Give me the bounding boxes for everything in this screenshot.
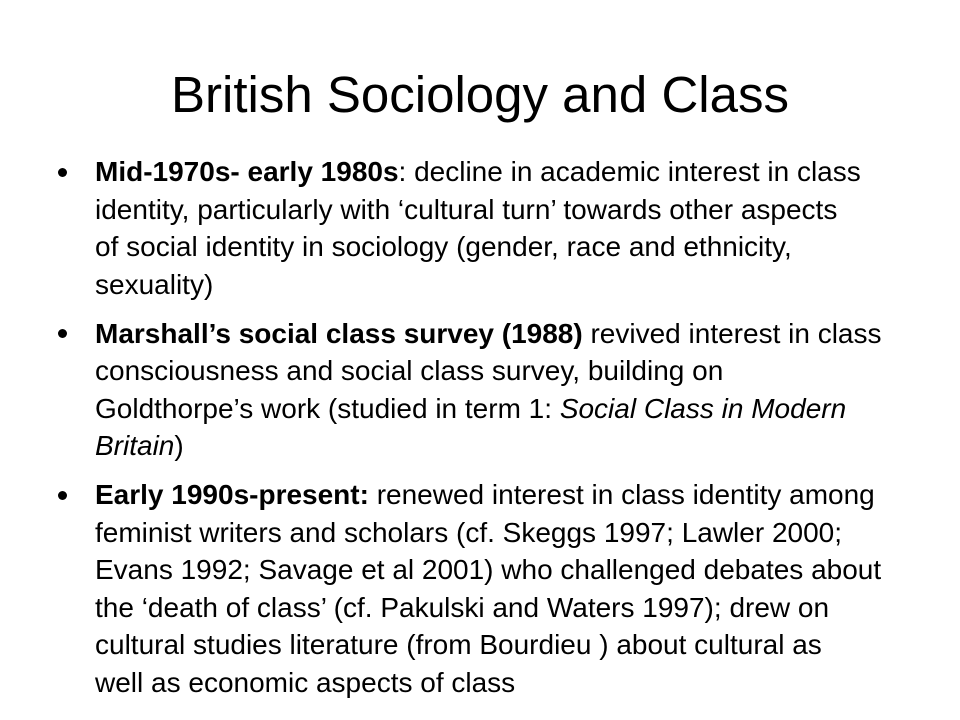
bullet-text: renewed interest in class identity among	[368, 479, 875, 510]
bullet-text: consciousness and social class survey, building on	[95, 355, 724, 386]
bullet-text: Evans 1992; Savage et al 2001) who challenged debates about	[95, 554, 882, 585]
bullet-text: )	[174, 430, 184, 461]
book-title-text: Social Class in Modern	[559, 392, 847, 424]
bullet-text: the ‘death of class’ (cf. Pakulski and Waters 1997); drew on	[95, 591, 830, 623]
bullet-line	[95, 352, 935, 390]
bullet-line	[95, 476, 935, 514]
bullet-text: revived interest in class	[582, 317, 882, 349]
bullet-line	[95, 664, 935, 702]
book-title-text: Britain	[95, 430, 175, 461]
bullet-heading: Mid-1970s- early 1980s	[95, 156, 399, 187]
bullet-item	[95, 476, 935, 701]
bullet-line	[95, 589, 935, 627]
bullet-text: cultural studies literature (from Bourdieu ) about cultural as	[95, 629, 822, 660]
bullet-line	[95, 266, 935, 304]
bullet-line	[95, 153, 935, 191]
bullet-item	[95, 315, 935, 465]
bullet-text: sexuality)	[95, 268, 214, 300]
bullet-line	[95, 427, 935, 465]
bullet-text: Goldthorpe’s work (studied in term 1:	[95, 392, 560, 424]
bullet-icon	[58, 329, 67, 338]
bullet-item	[95, 153, 935, 303]
bullet-line	[95, 514, 935, 552]
bullet-icon	[58, 168, 67, 177]
bullet-list	[95, 153, 935, 713]
bullet-line	[95, 390, 935, 428]
bullet-text: of social identity in sociology (gender, race and ethnicity,	[95, 231, 792, 262]
bullet-text: well as economic aspects of class	[95, 666, 516, 698]
bullet-line	[95, 228, 935, 266]
bullet-text: identity, particularly with ‘cultural turn’ towards other aspects	[95, 193, 838, 225]
bullet-heading: Early 1990s-present:	[95, 479, 369, 510]
bullet-line	[95, 191, 935, 229]
bullet-icon	[58, 491, 67, 500]
bullet-heading: Marshall’s social class survey (1988)	[95, 317, 583, 349]
bullet-line	[95, 551, 935, 589]
bullet-line	[95, 315, 935, 353]
bullet-text: feminist writers and scholars (cf. Skeggs 1997; Lawler 2000;	[95, 516, 843, 548]
bullet-line	[95, 626, 935, 664]
slide-title: British Sociology and Class	[171, 66, 789, 123]
bullet-text: : decline in academic interest in class	[398, 156, 861, 187]
